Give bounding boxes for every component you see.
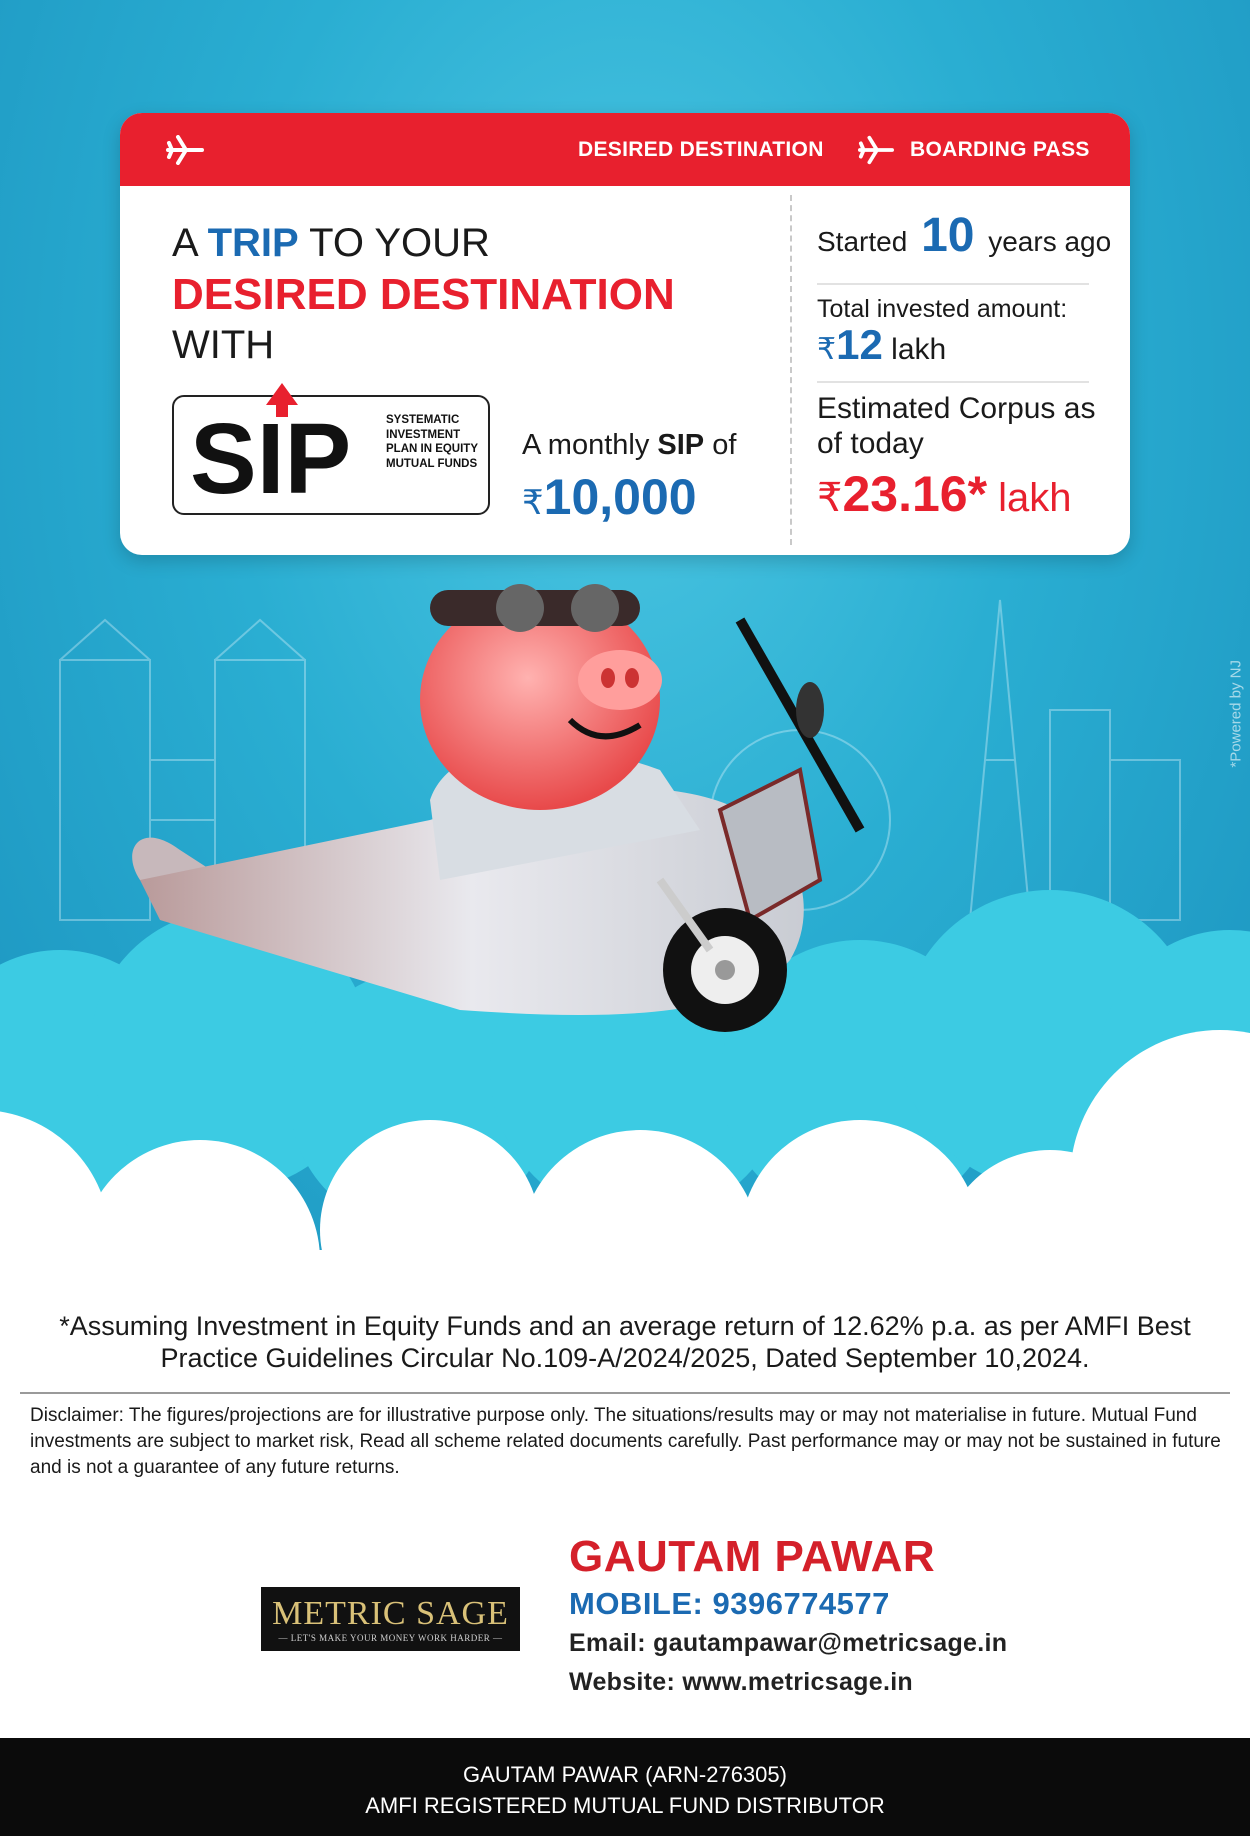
sip-logo-text: SIP (190, 403, 352, 505)
dashed-divider (790, 195, 792, 545)
airplane-icon (858, 135, 894, 165)
distributor-name: GAUTAM PAWAR (569, 1532, 936, 1581)
headline-line-2: DESIRED DESTINATION (172, 270, 675, 319)
website-link[interactable]: Website: www.metricsage.in (569, 1668, 914, 1696)
headline-line-3: WITH (172, 323, 275, 367)
total-invested-amount: ₹12 lakh (817, 321, 947, 368)
years-count: 10 (921, 209, 975, 262)
estimated-corpus-label: Estimated Corpus as of today (817, 392, 1096, 460)
email-link[interactable]: Email: gautampawar@metricsage.in (569, 1629, 1008, 1657)
assumption-note: *Assuming Investment in Equity Funds and an average return of 12.62% p.a. as per AMFI Best Practice Guidelines Circular No.109-A/2024/2025, Dated September 10,2024. (59, 1311, 1191, 1373)
headline-trip: TRIP (207, 221, 299, 265)
started-years-ago: Started 10 years ago (817, 209, 1112, 262)
stat-separator (817, 381, 1089, 383)
mobile-number[interactable]: MOBILE: 9396774577 (569, 1586, 890, 1621)
footer-arn: GAUTAM PAWAR (ARN-276305) (463, 1762, 787, 1787)
sip-logo-box (172, 395, 490, 515)
disclaimer-text: Disclaimer: The figures/projections are for illustrative purpose only. The situations/results may or may not materialise in future. Mutual Fund investments are subject to market risk, Read all scheme related documents carefully. Past performance may or may not be sustained in future and is not a guarantee of any future returns. (30, 1405, 1221, 1478)
piggy-bank-airplane-illustration (100, 580, 1000, 1200)
sip-logo-subtitle: SYSTEMATIC INVESTMENT PLAN IN EQUITY MUTUAL FUNDS (386, 414, 478, 470)
brand-tagline: — LET'S MAKE YOUR MONEY WORK HARDER — (278, 1633, 503, 1643)
horizontal-rule (20, 1392, 1230, 1394)
desired-destination-label: DESIRED DESTINATION (578, 138, 824, 161)
monthly-sip-amount: ₹10,000 (522, 469, 697, 525)
monthly-sip-label: A monthly SIP of (522, 429, 737, 461)
brand-name: METRIC SAGE (272, 1595, 509, 1632)
boarding-pass-card (120, 113, 1130, 555)
powered-by-label: *Powered by NJ (1228, 660, 1245, 768)
airplane-icon (166, 135, 204, 165)
estimated-corpus-amount: ₹23.16* lakh (817, 466, 1072, 522)
footer-bar (0, 1738, 1250, 1836)
boarding-pass-label: BOARDING PASS (910, 138, 1090, 161)
boarding-pass-header (120, 113, 1130, 186)
headline-line-1: A TRIP TO YOUR (172, 221, 490, 265)
stat-separator (817, 283, 1089, 285)
sip-logo (190, 375, 380, 505)
metric-sage-logo (261, 1587, 520, 1651)
total-invested-label: Total invested amount: (817, 295, 1068, 323)
footer-registration: AMFI REGISTERED MUTUAL FUND DISTRIBUTOR (365, 1793, 885, 1818)
